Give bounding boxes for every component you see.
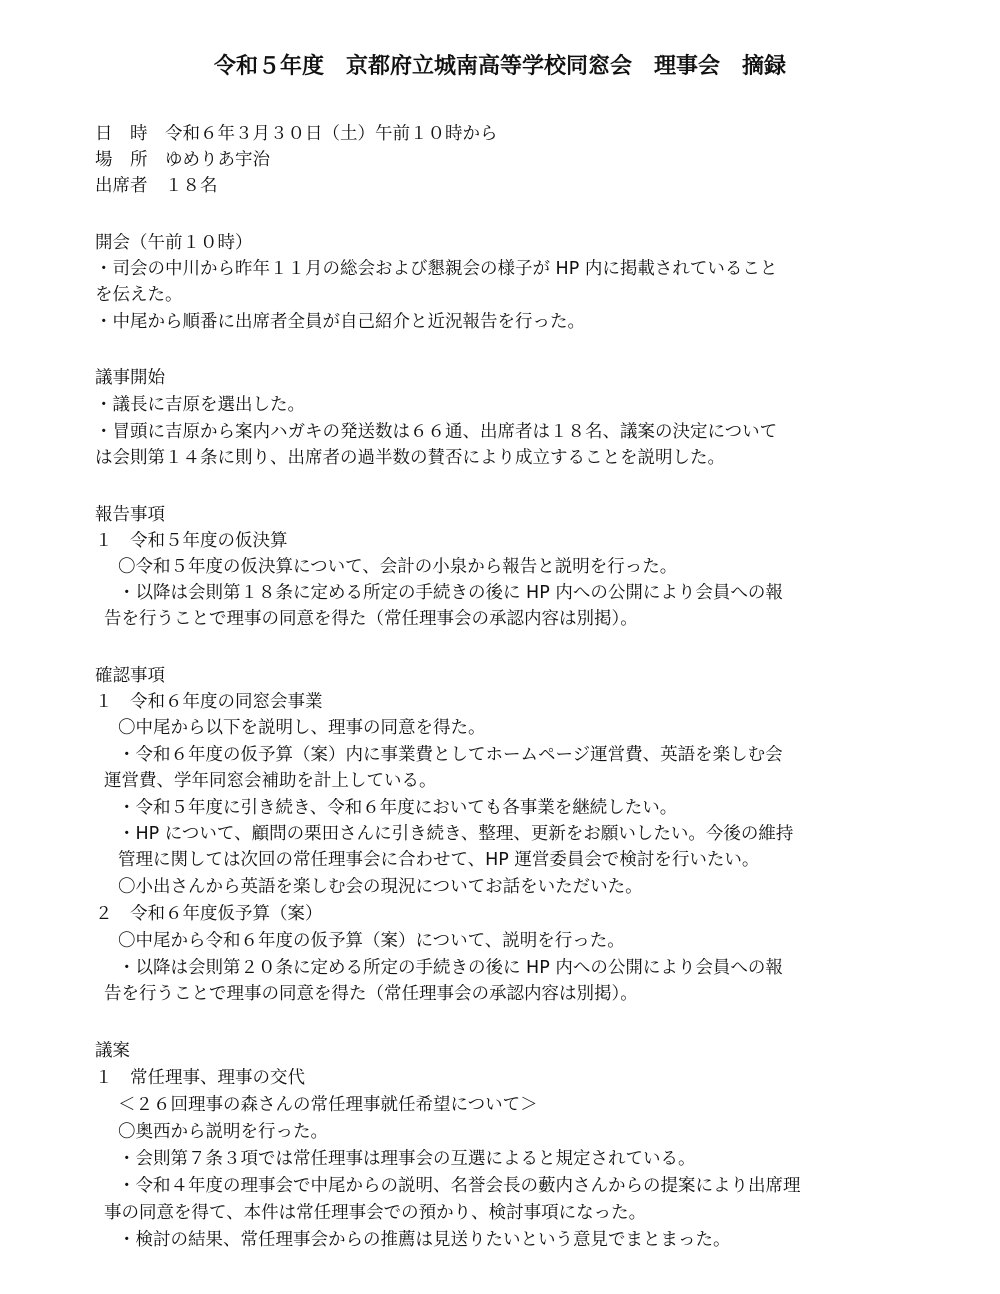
opening-bullet-1-line-2: を伝えた。 xyxy=(95,285,183,305)
confirmations-heading: 確認事項 xyxy=(95,666,165,686)
proceedings-bullet-1: ・議長に吉原を選出した。 xyxy=(95,395,305,415)
page-title: 令和５年度 京都府立城南高等学校同窓会 理事会 摘録 xyxy=(213,54,786,79)
reports-heading: 報告事項 xyxy=(95,505,165,525)
confirmations-item-2-content-2-line-1: ・以降は会則第２０条に定める所定の手続きの後に HP 内への公開により会員への報 xyxy=(118,958,783,978)
agenda-item-1: １ 常任理事、理事の交代 xyxy=(95,1068,305,1088)
agenda-heading: 議案 xyxy=(95,1041,130,1061)
meeting-place: 場 所 ゆめりあ宇治 xyxy=(95,150,270,170)
proceedings-heading: 議事開始 xyxy=(95,368,165,388)
meeting-date: 日 時 令和６年３月３０日（土）午前１０時から xyxy=(95,124,498,144)
reports-item-1-content-1: 〇令和５年度の仮決算について、会計の小泉から報告と説明を行った。 xyxy=(118,557,678,577)
agenda-item-1-content-3-line-1: ・令和４年度の理事会で中尾からの説明、名誉会長の藪内さんからの提案により出席理 xyxy=(118,1176,801,1196)
reports-item-1-content-2-line-1: ・以降は会則第１８条に定める所定の手続きの後に HP 内への公開により会員への報 xyxy=(118,583,783,603)
confirmations-item-1-content-2-line-2: 運営費、学年同窓会補助を計上している。 xyxy=(104,771,437,791)
agenda-item-1-content-1: 〇奥西から説明を行った。 xyxy=(118,1122,328,1142)
proceedings-bullet-2-line-1: ・冒頭に吉原から案内ハガキの発送数は６６通、出席者は１８名、議案の決定について xyxy=(95,422,778,442)
confirmations-item-1-content-1: 〇中尾から以下を説明し、理事の同意を得た。 xyxy=(118,718,486,738)
meeting-attendees: 出席者 １８名 xyxy=(95,176,218,196)
agenda-item-1-content-3-line-2: 事の同意を得て、本件は常任理事会での預かり、検討事項になった。 xyxy=(104,1203,647,1223)
agenda-item-1-content-2: ・会則第７条３項では常任理事は理事会の互選によると規定されている。 xyxy=(118,1149,696,1169)
confirmations-item-1-content-5: 〇小出さんから英語を楽しむ会の現況についてお話をいただいた。 xyxy=(118,877,643,897)
confirmations-item-2: ２ 令和６年度仮予算（案） xyxy=(95,904,323,924)
agenda-item-1-content-4: ・検討の結果、常任理事会からの推薦は見送りたいという意見でまとまった。 xyxy=(118,1230,731,1250)
opening-bullet-2: ・中尾から順番に出席者全員が自己紹介と近況報告を行った。 xyxy=(95,312,585,332)
confirmations-item-1-content-4-line-2: 管理に関しては次回の常任理事会に合わせて、HP 運営委員会で検討を行いたい。 xyxy=(118,850,760,870)
confirmations-item-2-content-1: 〇中尾から令和６年度の仮予算（案）について、説明を行った。 xyxy=(118,931,625,951)
confirmations-item-2-content-2-line-2: 告を行うことで理事の同意を得た（常任理事会の承認内容は別掲）。 xyxy=(104,984,638,1004)
opening-bullet-1-line-1: ・司会の中川から昨年１１月の総会および懇親会の様子が HP 内に掲載されていること xyxy=(95,259,778,279)
agenda-item-1-subtitle: ＜２６回理事の森さんの常任理事就任希望について＞ xyxy=(118,1095,538,1115)
confirmations-item-1-content-4-line-1: ・HP について、顧問の栗田さんに引き続き、整理、更新をお願いしたい。今後の維持 xyxy=(118,824,794,844)
proceedings-bullet-2-line-2: は会則第１４条に則り、出席者の過半数の賛否により成立することを説明した。 xyxy=(95,448,725,468)
reports-item-1-content-2-line-2: 告を行うことで理事の同意を得た（常任理事会の承認内容は別掲）。 xyxy=(104,609,638,629)
reports-item-1: １ 令和５年度の仮決算 xyxy=(95,531,288,551)
opening-heading: 開会（午前１０時） xyxy=(95,233,253,253)
confirmations-item-1-content-3: ・令和５年度に引き続き、令和６年度においても各事業を継続したい。 xyxy=(118,798,678,818)
confirmations-item-1-content-2-line-1: ・令和６年度の仮予算（案）内に事業費としてホームページ運営費、英語を楽しむ会 xyxy=(118,745,783,765)
confirmations-item-1: １ 令和６年度の同窓会事業 xyxy=(95,692,323,712)
